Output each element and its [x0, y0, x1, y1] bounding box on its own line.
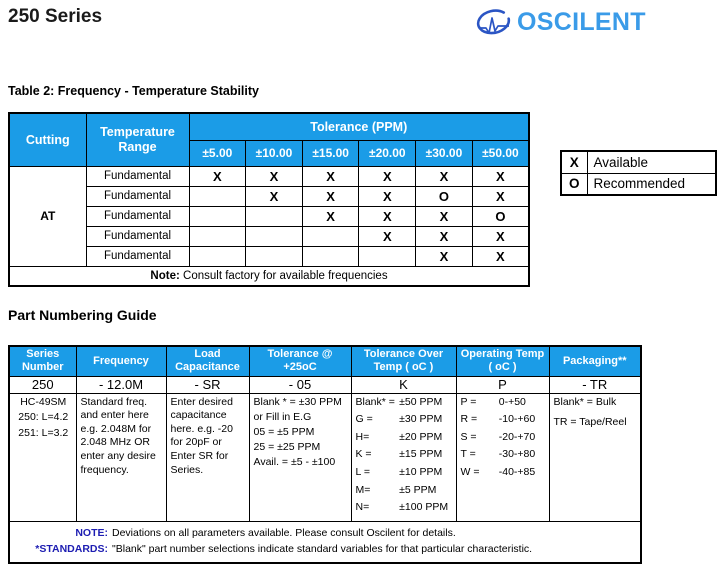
tolerance-25c-line: or Fill in E.G [253, 410, 312, 423]
tolerance-cell [189, 206, 246, 226]
tolerance-25c-line: 05 = ±5 PPM [253, 425, 315, 438]
table-row [9, 166, 529, 186]
note-label: NOTE: [75, 526, 108, 539]
table2-note [9, 266, 529, 286]
col-header-operating-temp: Operating Temp ( oC ) [456, 346, 549, 376]
tolerance-cell [189, 246, 246, 266]
row-label: Fundamental [86, 246, 189, 266]
row-label: Fundamental [86, 186, 189, 206]
tolerance-25c-line: Avail. = ±5 - ±100 [253, 456, 336, 469]
load-detail-text: Enter desired capacitance here. e.g. -20 for 20pF or Enter SR for Series. [170, 395, 233, 476]
row-label: Fundamental [86, 226, 189, 246]
code-value-pair [461, 413, 546, 427]
example-operating-temp: P [456, 376, 549, 393]
code-value-pair [356, 431, 453, 445]
code: W = [460, 466, 480, 479]
col-header-temp-range: Temperature Range [86, 113, 189, 166]
note-text: Deviations on all parameters available. Please consult Oscilent for details. [112, 526, 456, 539]
value: ±5 PPM [399, 483, 437, 496]
tolerance-cell: X [416, 166, 473, 186]
oscilent-logo-text: OSCILENT [517, 7, 646, 36]
value: 0-+50 [498, 395, 526, 408]
code-value-pair [461, 448, 546, 462]
value: ±30 PPM [399, 413, 443, 426]
code-value-pair [356, 484, 453, 498]
example-packaging: - TR [549, 376, 641, 393]
tolerance-cell [189, 186, 246, 206]
frequency-detail-text: Standard freq. and enter here e.g. 2.048M for 2.048 MHz OR enter any desire frequency. [80, 395, 156, 476]
tolerance-cell: X [302, 166, 359, 186]
standards-line [10, 542, 640, 558]
tolerance-cell: X [416, 206, 473, 226]
tolerance-cell: X [472, 246, 529, 266]
tolerance-cell: X [416, 246, 473, 266]
tolerance-cell: X [472, 166, 529, 186]
cutting-value: AT [9, 166, 86, 266]
code: H= [355, 430, 370, 443]
legend-label: Available [587, 151, 716, 173]
packaging-line: Blank* = Bulk [553, 395, 617, 408]
note-label: Note: [150, 269, 180, 282]
code-value-pair [461, 431, 546, 445]
value: ±15 PPM [399, 448, 443, 461]
legend-row [561, 151, 716, 173]
tolerance-25c-line: Blank * = ±30 PPM [253, 395, 342, 408]
tolerance-cell: X [359, 206, 416, 226]
row-label: Fundamental [86, 206, 189, 226]
tolerance-cell: O [416, 186, 473, 206]
col-header-tolerance-over-temp: Tolerance Over Temp ( oC ) [351, 346, 456, 376]
code-value-pair [356, 501, 453, 515]
note-line [10, 526, 640, 542]
page-title: 250 Series [8, 6, 103, 27]
code-value-pair [461, 466, 546, 480]
tolerance-cell: X [246, 166, 303, 186]
code: L = [355, 466, 370, 479]
packaging-line: TR = Tape/Reel [553, 416, 627, 429]
col-header-frequency: Frequency [76, 346, 166, 376]
col-header-tolerance-group: Tolerance (PPM) [189, 113, 529, 140]
tolerance-cell: X [246, 186, 303, 206]
tolerance-cell [302, 246, 359, 266]
code: M= [355, 483, 371, 496]
series-line: 251: L=3.2 [18, 426, 69, 439]
example-load: - SR [166, 376, 249, 393]
example-tolerance-25c: - 05 [249, 376, 351, 393]
tolerance-25c-detail-cell [249, 393, 351, 521]
value: -40-+85 [498, 466, 536, 479]
legend-row [561, 173, 716, 195]
code: T = [460, 448, 476, 461]
load-detail-cell [166, 393, 249, 521]
tolerance-cell: X [359, 226, 416, 246]
part-numbering-heading: Part Numbering Guide [8, 307, 157, 323]
code-value-pair [356, 466, 453, 480]
col-header-tolerance-tick: ±20.00 [359, 140, 416, 166]
table-row [9, 246, 529, 266]
example-series: 250 [9, 376, 76, 393]
tolerance-cell: O [472, 206, 529, 226]
code-value-pair [356, 448, 453, 462]
code: Blank* = [355, 395, 395, 408]
col-header-tolerance-tick: ±10.00 [246, 140, 303, 166]
example-part-number-row [9, 376, 641, 393]
legend-label: Recommended [587, 173, 716, 195]
code: R = [460, 413, 478, 426]
col-header-tolerance-tick: ±15.00 [302, 140, 359, 166]
value: -20-+70 [498, 430, 536, 443]
code: G = [355, 413, 373, 426]
code: P = [460, 395, 477, 408]
operating-temp-detail-cell [456, 393, 549, 521]
oscilent-pulse-ellipse-icon [474, 6, 514, 38]
tolerance-cell: X [302, 186, 359, 206]
tolerance-cell: X [359, 166, 416, 186]
details-row [9, 393, 641, 521]
standards-label: *STANDARDS: [35, 542, 108, 555]
tolerance-cell: X [302, 206, 359, 226]
tolerance-cell: X [472, 226, 529, 246]
value: ±50 PPM [399, 395, 443, 408]
table-note-row [9, 266, 529, 286]
stability-table [8, 112, 530, 287]
code: S = [460, 430, 477, 443]
legend [560, 150, 717, 196]
tolerance-cell: X [416, 226, 473, 246]
code: K = [355, 448, 372, 461]
col-header-packaging: Packaging** [549, 346, 641, 376]
col-header-series-number: Series Number [9, 346, 76, 376]
example-tolerance-over-temp: K [351, 376, 456, 393]
series-line: HC-49SM [20, 395, 67, 408]
tolerance-cell: X [472, 186, 529, 206]
frequency-detail-cell [76, 393, 166, 521]
notes-cell [9, 521, 641, 563]
row-label: Fundamental [86, 166, 189, 186]
col-header-load-capacitance: Load Capacitance [166, 346, 249, 376]
code-value-pair [461, 396, 546, 410]
oscilent-logo [474, 6, 646, 38]
table-row [9, 226, 529, 246]
value: ±100 PPM [399, 501, 449, 514]
col-header-tolerance-tick: ±30.00 [416, 140, 473, 166]
series-line: 250: L=4.2 [18, 411, 69, 424]
tolerance-cell [246, 246, 303, 266]
table-row [9, 186, 529, 206]
table2-heading: Table 2: Frequency - Temperature Stability [8, 84, 259, 98]
tolerance-25c-line: 25 = ±25 PPM [253, 440, 321, 453]
tolerance-cell [246, 206, 303, 226]
table-row [9, 206, 529, 226]
example-frequency: - 12.0M [76, 376, 166, 393]
col-header-tolerance-25c: Tolerance @ +25oC [249, 346, 351, 376]
note-text: Consult factory for available frequencies [183, 269, 388, 282]
code-value-pair [356, 396, 453, 410]
code-value-pair [356, 413, 453, 427]
tolerance-cell [302, 226, 359, 246]
standards-text: "Blank" part number selections indicate standard variables for that particular characteristic. [112, 542, 533, 555]
tolerance-cell: X [359, 186, 416, 206]
value: -10-+60 [498, 413, 536, 426]
tolerance-cell [189, 226, 246, 246]
packaging-detail-cell [549, 393, 641, 521]
value: ±10 PPM [399, 466, 443, 479]
legend-symbol: O [561, 173, 587, 195]
col-header-tolerance-tick: ±50.00 [472, 140, 529, 166]
col-header-tolerance-tick: ±5.00 [189, 140, 246, 166]
tolerance-cell [359, 246, 416, 266]
tolerance-cell [246, 226, 303, 246]
series-detail-cell [9, 393, 76, 521]
notes-row [9, 521, 641, 563]
value: ±20 PPM [399, 430, 443, 443]
part-numbering-table [8, 345, 642, 564]
value: -30-+80 [498, 448, 536, 461]
legend-symbol: X [561, 151, 587, 173]
tolerance-over-temp-detail-cell [351, 393, 456, 521]
col-header-cutting: Cutting [9, 113, 86, 166]
tolerance-cell: X [189, 166, 246, 186]
code: N= [355, 501, 370, 514]
